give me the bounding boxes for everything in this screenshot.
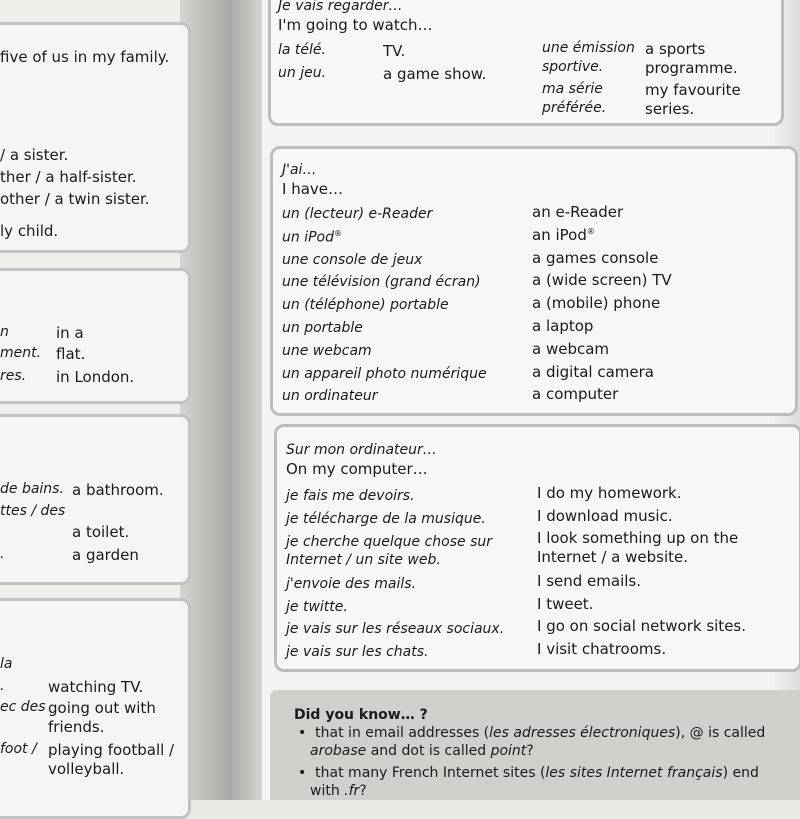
box-computer-header-en: On my computer… [286,460,428,478]
vocab-en: a game show. [383,65,487,83]
bullet-text-italic: les adresses électroniques [489,725,676,741]
vocab-fr: un ordinateur [282,388,378,404]
vocab-fr: Internet / un site web. [286,552,441,568]
left-text: ec des [0,699,46,715]
box-computer-header-fr: Sur mon ordinateur… [286,442,437,458]
vocab-en: I visit chatrooms. [537,640,667,658]
vocab-en: I download music. [537,507,673,525]
left-text: flat. [56,345,86,363]
box-watch-header-fr: Je vais regarder… [278,0,403,14]
left-text: friends. [48,718,105,736]
vocab-fr: un portable [282,320,363,336]
bullet-text-italic: les sites Internet français [545,765,723,781]
left-text: la [0,656,13,672]
vocab-fr: un (téléphone) portable [282,297,449,313]
vocab-en: I tweet. [537,595,594,613]
vocab-en: I go on social network sites. [537,617,747,635]
vocab-fr: un (lecteur) e-Reader [282,206,433,222]
box-have-header-fr: J'ai… [282,162,317,178]
left-text: ther / a half-sister. [0,168,137,186]
bullet-icon: • [298,765,307,781]
left-text: in a [56,324,84,342]
vocab-en: I do my homework. [537,484,682,502]
box-have-header-en: I have… [282,180,343,198]
did-you-know-bullet-1-cont [310,743,534,759]
vocab-fr: un jeu. [278,65,327,81]
did-you-know-bullet-2 [298,765,759,781]
vocab-en: series. [645,100,695,118]
bullet-text: ? [359,783,367,799]
vocab-fr: une télévision (grand écran) [282,274,481,290]
did-you-know-bullet-2-cont [310,783,367,799]
vocab-en: a (wide screen) TV [532,271,672,289]
left-text: de bains. [0,481,64,497]
vocab-en: programme. [645,59,738,77]
vocab-en: my favourite [645,81,741,99]
vocab-fr: je fais me devoirs. [286,488,415,504]
bullet-text: ? [526,743,534,759]
vocab-en: a games console [532,249,659,267]
vocab-fr-text: un iPod [282,229,334,246]
left-text: / a sister. [0,146,69,164]
bullet-text-italic: arobase [310,743,367,759]
left-text: other / a twin sister. [0,190,150,208]
left-text: ly child. [0,222,59,240]
vocab-en [532,226,595,244]
bullet-text: with [310,783,345,799]
registered-mark: ® [333,229,342,238]
vocab-fr: ma série [542,81,603,97]
vocab-fr: une émission [542,40,635,56]
vocab-fr: une webcam [282,343,372,359]
vocab-fr: je vais sur les réseaux sociaux. [286,621,505,637]
bullet-icon: • [298,725,307,741]
registered-mark: ® [586,227,595,236]
vocab-en: Internet / a website. [537,548,688,566]
bullet-text: and dot is called [366,743,491,759]
vocab-en: a computer [532,385,619,403]
vocab-fr: la télé. [278,42,326,58]
vocab-en: a webcam [532,340,610,358]
bullet-text: that many French Internet sites ( [315,765,546,781]
vocab-en: an e-Reader [532,203,624,221]
bullet-text-italic: point [490,743,527,759]
vocab-en: a digital camera [532,363,654,381]
left-text: n [0,324,9,340]
left-text: watching TV. [48,678,144,696]
box-watch-header-en: I'm going to watch… [278,16,433,34]
left-text: a bathroom. [72,481,164,499]
vocab-fr [282,229,342,246]
vocab-en: TV. [383,42,406,60]
vocab-en: a laptop [532,317,594,335]
left-text: five of us in my family. [0,48,170,66]
left-text: playing football / [48,741,175,759]
did-you-know-title: Did you know… ? [294,707,428,723]
vocab-fr: je cherche quelque chose sur [286,534,493,550]
bullet-text-italic: .fr [344,783,360,799]
vocab-fr: je vais sur les chats. [286,644,429,660]
left-text: ment. [0,345,42,361]
vocab-en-text: an iPod [532,226,587,244]
vocab-fr: un appareil photo numérique [282,366,487,382]
left-text: ttes / des [0,503,66,519]
bullet-text: that in email addresses ( [315,725,490,741]
left-text: a garden [72,546,139,564]
vocab-en: I send emails. [537,572,641,590]
vocab-fr: une console de jeux [282,252,423,268]
left-text: going out with [48,699,156,717]
left-text: volleyball. [48,760,125,778]
vocab-en: I look something up on the [537,529,739,547]
left-text: foot / [0,741,37,757]
did-you-know-bullet-1 [298,725,765,741]
vocab-en: a sports [645,40,706,58]
left-text: . [0,546,5,562]
bullet-text: ), @ is called [675,725,766,741]
vocab-fr: préférée. [542,100,607,116]
left-text: a toilet. [72,523,130,541]
left-text: res. [0,368,27,384]
bullet-text: ) end [722,765,759,781]
vocab-fr: je télécharge de la musique. [286,511,486,527]
left-text: . [0,678,5,694]
vocab-fr: je twitte. [286,599,348,615]
vocab-fr: sportive. [542,59,604,75]
vocab-en: a (mobile) phone [532,294,661,312]
book-gutter [180,0,272,800]
vocab-fr: j'envoie des mails. [286,576,417,592]
left-text: in London. [56,368,135,386]
